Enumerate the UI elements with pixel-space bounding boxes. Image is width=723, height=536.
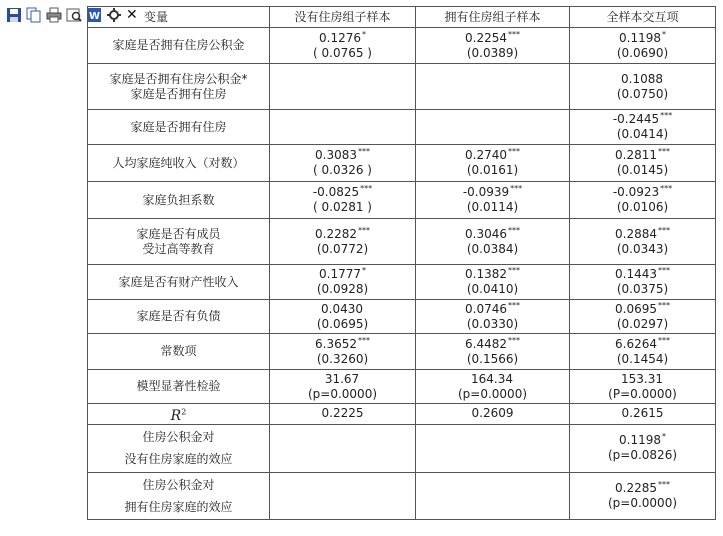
cell-with-house-significance: *** [508,300,520,310]
cell-with-house-significance: *** [510,184,523,193]
row-label-line: 家庭是否有成员 [136,226,221,241]
cell-full-sample-stderr: (0.0145) [616,163,669,177]
row-label [88,265,270,300]
effect-row [88,472,716,519]
cell-with-house-significance: *** [508,225,520,235]
table-row [88,265,716,300]
cell-full-sample-coef-value: 0.1088 [621,71,663,86]
r-squared-row [88,404,716,425]
cell-with-house-coef-value: 6.4482 [465,336,507,351]
effect-label [88,424,270,472]
cell-with-house-stderr: (0.1566) [466,351,519,366]
cell-no-house-coef [272,185,413,200]
effect-label-line: 住房公积金对 [142,477,215,492]
cell-full-sample-stderr: (0.0414) [616,127,669,141]
cell-full-sample [570,145,716,182]
cell-with-house-coef [418,337,567,352]
row-label-line: 常数项 [160,344,197,358]
cell-full-sample [570,182,716,219]
cell-with-house-coef [418,31,567,46]
cell-full-sample-significance: *** [658,335,670,345]
close-icon[interactable]: ✕ [126,7,138,23]
copy-icon[interactable] [26,7,42,23]
row-label-line: 受过高等教育 [142,241,215,256]
regression-table [87,6,716,520]
cell-with-house-coef [418,120,567,135]
cell-no-house-stderr: (0.0772) [316,241,369,256]
cell-no-house-significance: *** [358,335,370,345]
cell-no-house-coef-value: -0.0825 [312,185,360,199]
cell-with-house-coef-value: 0.2254 [465,30,507,45]
empty-cell [416,472,570,519]
cell-with-house-stderr: (0.0384) [466,241,519,256]
effect-value [570,472,716,519]
cell-full-sample-stderr: (P=0.0000) [608,386,677,401]
cell-full-sample [570,370,716,404]
table-row [88,182,716,219]
cell-no-house [270,110,416,145]
cell-full-sample-coef-value: -0.2445 [612,112,660,126]
cell-full-sample [570,219,716,265]
cell-no-house-stderr: ( 0.0765 ) [313,45,372,60]
cell-with-house-coef [418,185,567,200]
cell-full-sample-significance: *** [658,266,670,275]
cell-no-house-coef [272,148,413,163]
row-label [88,28,270,64]
row-label-line: 家庭是否拥有住房 [130,119,227,134]
row-label [88,370,270,404]
cell-no-house-coef [272,267,413,282]
cell-no-house-coef-value: 0.1276 [319,30,361,45]
cell-no-house-coef-value: 0.2282 [315,226,357,241]
cell-full-sample-coef [572,148,713,163]
cell-no-house-coef [272,79,413,94]
cell-no-house [270,64,416,110]
cell-full-sample-coef [572,72,713,87]
cell-no-house-stderr: ( 0.0281 ) [313,200,372,214]
row-label [88,300,270,334]
cell-full-sample-significance: *** [660,184,673,193]
row-label [88,145,270,182]
row-label [88,64,270,110]
cell-full-sample [570,300,716,334]
header-full-sample: 全样本交互项 [570,7,716,28]
cell-with-house-significance: *** [508,335,520,345]
r-squared-exponent: 2 [181,407,187,416]
cell-no-house-coef [272,120,413,135]
row-label-line: 人均家庭纯收入（对数） [112,155,245,170]
cell-full-sample-coef [572,267,713,282]
cell-full-sample-coef-value: 0.0695 [615,301,657,316]
cell-with-house-stderr: (p=0.0000) [457,386,528,401]
r-squared-value: 0.2225 [270,404,416,425]
cell-no-house-stderr: (0.0928) [316,282,369,296]
cell-with-house [416,265,570,300]
cell-full-sample-coef-value: 0.2884 [615,226,657,241]
cell-full-sample-significance: *** [658,300,670,310]
cell-no-house-coef-value: 31.67 [324,371,360,386]
cell-with-house [416,300,570,334]
table-row [88,145,716,182]
r-squared-letter: R [170,407,182,424]
empty-cell [416,424,570,472]
cell-with-house [416,145,570,182]
empty-cell [270,424,416,472]
cell-full-sample-coef-value: 0.1443 [615,267,657,281]
effect-row [88,424,716,472]
cell-full-sample-stderr: (0.0690) [616,45,669,60]
row-label-line: 家庭负担系数 [142,192,215,207]
cell-no-house-coef [272,227,413,242]
cell-full-sample-coef [572,302,713,317]
r-squared-value: 0.2615 [570,404,716,425]
cell-with-house [416,370,570,404]
cell-no-house-coef [272,337,413,352]
cell-with-house-stderr: (0.0161) [466,163,519,177]
cell-full-sample-coef [572,112,713,127]
cell-no-house-coef [272,302,413,317]
row-label-line: 家庭是否拥有住房 [130,86,227,101]
effect-value-significance: *** [658,479,670,489]
cell-with-house-coef [418,267,567,282]
cell-with-house [416,64,570,110]
cell-no-house-coef-value: 0.0430 [321,301,363,316]
r-squared-label [88,404,270,425]
effect-value-stderr: (p=0.0000) [607,495,678,510]
header-no-house: 没有住房组子样本 [270,7,416,28]
effect-value-stderr: (p=0.0826) [607,448,678,463]
r-squared-value: 0.2609 [416,404,570,425]
row-label-line: 模型显著性检验 [136,379,221,393]
row-label [88,182,270,219]
cell-no-house [270,300,416,334]
cell-with-house-coef [418,372,567,387]
table-row [88,370,716,404]
cell-with-house-significance: *** [508,29,520,39]
cell-with-house-coef-value: -0.0939 [462,185,510,199]
cell-full-sample [570,334,716,370]
cell-with-house [416,110,570,145]
cell-with-house-coef [418,227,567,242]
cell-no-house-stderr: ( 0.0326 ) [313,163,372,177]
header-variable: 变量 [88,7,270,28]
cell-no-house [270,219,416,265]
save-icon[interactable] [6,7,22,23]
cell-no-house-significance: *** [358,225,370,235]
cell-with-house-stderr: (0.0389) [466,45,519,60]
cell-no-house [270,145,416,182]
cell-no-house-stderr: (p=0.0000) [307,386,378,401]
cell-full-sample [570,265,716,300]
cell-no-house-stderr: (0.3260) [316,351,369,366]
cell-no-house-coef-value: 6.3652 [315,336,357,351]
r-squared-symbol [171,408,187,424]
cell-full-sample-coef [572,185,713,200]
effect-label-line: 拥有住房家庭的效应 [124,499,233,514]
row-label [88,219,270,265]
cell-no-house [270,28,416,64]
cell-full-sample-significance: * [662,29,666,39]
svg-text:W: W [89,11,101,22]
table-row [88,300,716,334]
effect-value-significance: * [662,432,666,442]
table-row [88,110,716,145]
cell-with-house [416,28,570,64]
cell-no-house [270,182,416,219]
row-label-line: 家庭是否拥有住房公积金 [112,38,245,52]
cell-full-sample-stderr: (0.0750) [616,86,669,101]
cell-no-house [270,334,416,370]
cell-no-house-stderr: (0.0695) [316,316,369,331]
effect-label-line: 没有住房家庭的效应 [124,452,233,467]
cell-with-house [416,219,570,265]
cell-with-house-coef-value: 0.0746 [465,301,507,316]
cell-full-sample-significance: *** [658,225,670,235]
cell-with-house-stderr: (0.0410) [466,282,519,296]
print-icon[interactable] [46,7,62,23]
preview-icon[interactable] [66,7,82,23]
cell-full-sample [570,110,716,145]
row-label [88,110,270,145]
cell-with-house-coef-value: 0.1382 [465,267,507,281]
table-row [88,64,716,110]
cell-with-house-significance: *** [508,147,520,156]
cell-no-house [270,265,416,300]
cell-full-sample-coef [572,227,713,242]
cell-full-sample-coef [572,31,713,46]
cell-no-house-coef-value: 0.3083 [315,148,357,162]
cell-no-house-significance: *** [360,184,373,193]
cell-with-house-coef-value: 0.3046 [465,226,507,241]
cell-no-house-significance: * [362,266,366,275]
cell-full-sample-stderr: (0.0106) [616,200,669,214]
cell-full-sample-stderr: (0.1454) [616,351,669,366]
cell-full-sample-coef [572,337,713,352]
cell-full-sample [570,28,716,64]
cell-full-sample-stderr: (0.0297) [616,316,669,331]
effect-label-line: 住房公积金对 [142,430,215,445]
table-row [88,334,716,370]
cell-full-sample-coef-value: 153.31 [621,371,663,386]
cell-with-house-coef [418,302,567,317]
cell-with-house [416,334,570,370]
row-label [88,334,270,370]
effect-value-coef-value: 0.1198 [619,433,661,448]
cell-full-sample [570,64,716,110]
empty-cell [270,472,416,519]
effect-value [570,424,716,472]
effect-value-coef [572,481,713,496]
cell-no-house-coef [272,31,413,46]
row-label-line: 家庭是否拥有住房公积金* [109,71,248,86]
cell-with-house-coef-value: 164.34 [471,371,513,386]
cell-full-sample-stderr: (0.0375) [616,282,669,296]
cell-no-house-coef [272,372,413,387]
row-label-line: 家庭是否有财产性收入 [118,274,239,289]
cell-full-sample-coef-value: 0.1198 [619,30,661,45]
cell-with-house-coef-value: 0.2740 [465,148,507,162]
cell-with-house-coef [418,148,567,163]
cell-with-house-coef [418,79,567,94]
cell-with-house-stderr: (0.0114) [466,200,519,214]
cell-with-house-stderr: (0.0330) [466,316,519,331]
cell-full-sample-significance: *** [660,111,673,120]
table-row [88,28,716,64]
cell-no-house-significance: * [362,29,366,39]
effect-value-coef [572,433,713,448]
header-with-house: 拥有住房组子样本 [416,7,570,28]
cell-no-house-significance: *** [358,147,370,156]
cell-no-house-coef-value: 0.1777 [319,267,361,281]
table-row [88,219,716,265]
effect-label [88,472,270,519]
cell-full-sample-coef [572,372,713,387]
cell-with-house [416,182,570,219]
cell-full-sample-coef-value: 6.6264 [615,336,657,351]
cell-full-sample-coef-value: -0.0923 [612,185,660,199]
cell-no-house [270,370,416,404]
effect-value-coef-value: 0.2285 [615,480,657,495]
cell-full-sample-stderr: (0.0343) [616,241,669,256]
header-row [88,7,716,28]
cell-full-sample-significance: *** [658,147,670,156]
cell-with-house-significance: *** [508,266,520,275]
cell-full-sample-coef-value: 0.2811 [615,148,657,162]
row-label-line: 家庭是否有负债 [136,309,221,323]
